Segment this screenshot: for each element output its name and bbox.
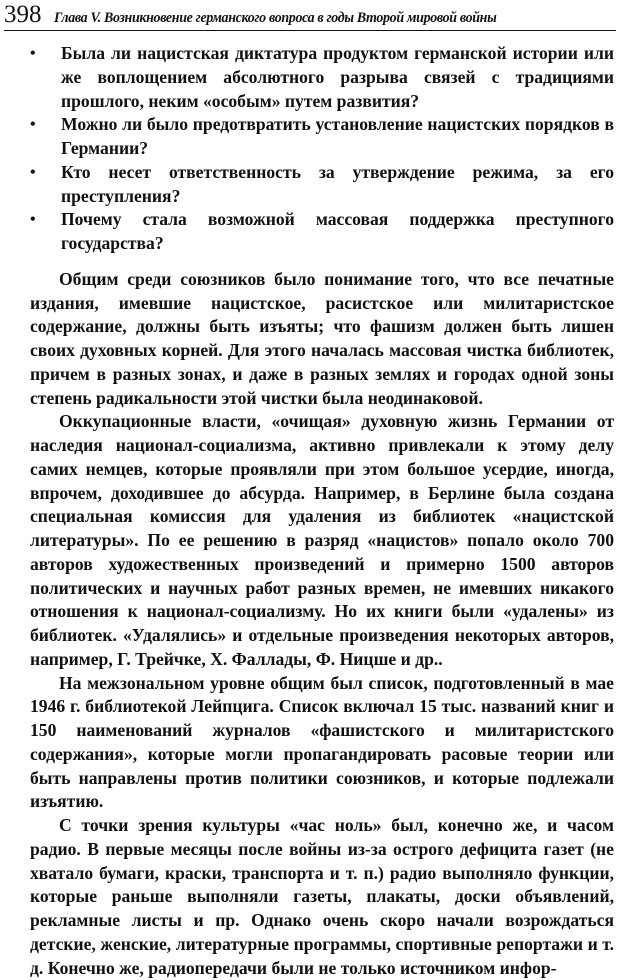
body-paragraph: Общим среди союзников было понимание того, что все печатные издания, имевшие нацистское, расистское или милитаристское содержание, должны быть изъяты; что фашизм должен быть лишен своих духовных корней. Для этого началась массовая чистка библиотек, причем в разных зонах, и даже в разных землях и городах одной зоны степень радикальности этой чистки была неодинаковой. [30,268,614,408]
question-item: • Была ли нацистская диктатура продуктом германской истории или же воплощением абсолютного разрыва связей с традициями прошлого, неким «особым» путем развития? [30,42,614,113]
chapter-title: Глава V. Возникновение германского вопроса в годы Второй мировой войны [53,10,496,26]
page-number: 398 [4,1,42,28]
body-paragraph: Оккупационные власти, «очищая» духовную жизнь Германии от наследия национал-социализма, активно привлекали к этому делу самих немцев, которые проявляли при этом большое усердие, иногда, впрочем, доходившее до абсурда. Например, в Берлине была создана специальная комиссия для удаления из библиотек «нацистской литературы». По ее решению в разряд «нацистов» попало около 700 авторов художественных произведений и примерно 1500 авторов политических и научных работ разных времен, не имевших никакого отношения к национал-социализму. Но их книги были «удалены» из библиотек. «Удалялись» и отдельные произведения некоторых авторов, например, Г. Трейчке, Х. Фаллады, Ф. Ницше и др.. [30,411,614,669]
question-item: • Кто несет ответственность за утверждение режима, за его преступления? [30,161,614,209]
body-paragraph: С точки зрения культуры «час ноль» был, конечно же, и часом радио. В первые месяцы после войны из-за острого дефицита газет (не хватало бумаги, краски, транспорта и т. п.) радио выполняло функции, которые раньше выполняли газеты, плакаты, доски объявлений, рекламные листы и пр. Однако очень скоро начали возрождаться детские, женские, литературные программы, спортивные репортажи и т. д. Конечно же, радиопередачи были не только источником инфор- [30,815,614,978]
question-list [30,42,614,256]
question-item: • Можно ли было предотвратить установление нацистских порядков в Германии? [30,113,614,161]
page-content [30,42,614,980]
body-paragraph: На межзональном уровне общим был список, подготовленный в мае 1946 г. библиотекой Лейпцига. Список включал 15 тыс. названий книг и 150 наименований журналов «фашистского и милитаристского содержания», которые могли пропагандировать расовые теории или быть направлены против политики союзников, и которые подлежали изъятию. [30,672,614,812]
question-item: • Почему стала возможной массовая поддержка преступного государства? [30,208,614,256]
running-head [4,0,616,31]
